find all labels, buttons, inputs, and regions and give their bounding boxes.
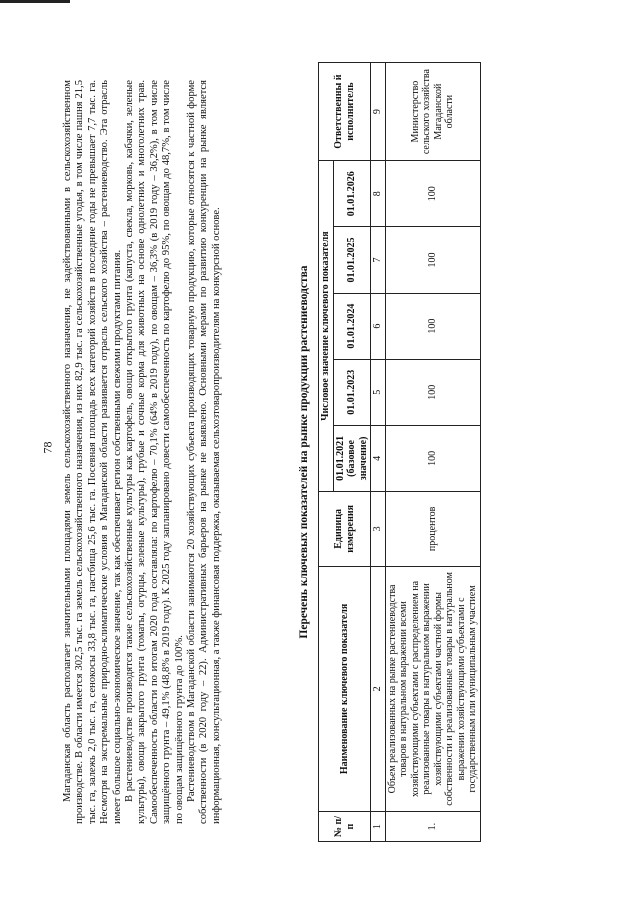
paragraph-3: Растениеводством в Магаданской области занимаются 20 хозяйствующих субъекта производящих товарную продукцию, которые относятся к частной форме собственности (в 2020 году – 22). Административных барьеров на рынке не выявлено. Основными мерами по развитию конкуренции на рынке является информационная, консультационная, а также финансовая поддержка, оказываемая сельхозтоваропроизводителям на конкурсной основе. [186, 80, 222, 824]
row-responsible: Министерство сельского хозяйства Магаданской области [385, 63, 480, 161]
header-base: 01.01.2021 (базовое значение) [333, 425, 371, 491]
col-number: 1 [371, 812, 386, 842]
column-number-row [371, 63, 386, 842]
header-values-group: Числовое значение ключевого показателя [319, 161, 334, 492]
col-number: 3 [371, 492, 386, 567]
header-2024: 01.01.2024 [333, 293, 371, 359]
header-2026: 01.01.2026 [333, 161, 371, 227]
header-2025: 01.01.2025 [333, 227, 371, 293]
row-2025: 100 [385, 227, 480, 293]
col-number: 8 [371, 161, 386, 227]
header-unit: Единица измерения [319, 492, 371, 567]
header-row-1 [319, 63, 334, 842]
page-number: 78 [40, 441, 55, 454]
table-row [385, 63, 480, 842]
col-number: 5 [371, 359, 386, 425]
header-num: № п/п [319, 812, 371, 842]
rotated-content [40, 52, 600, 852]
header-responsible: Ответственны й исполнитель [319, 63, 371, 161]
paragraph-1: Магаданская область располагает значительными площадями земель сельскохозяйственного назначения, не задействованными в сельскохозяйственном производстве. В области имеется 302,5 тыс. га земель сельскохозяйственного назначения, из них 82,9 тыс. га сельскохозяйственные угодья, в том числе пашня 21,5 тыс. га, залежь 2,0 тыс. га, сенокосы 33,8 тыс. га, пастбища 25,6 тыс. га. Посевная площадь всех категорий хозяйств в последние годы не превышает 7,7 тыс. га. Несмотря на экстремальные природно-климатические условия в Магаданской области развивается отрасль сельского хозяйства – растениеводство. Эта отрасль имеет большое социально-экономическое значение, так как обеспечивает регион собственными свежими продуктами питания. [62, 80, 123, 824]
row-name: Объем реализованных на рынке растениеводства товаров в натуральном выражении всеми хозяйствующими субъектами с распределением на реализованные товары в натуральном выражении хозяйствующими субъектами частной формы собственности и реализованные товары в натуральном выражении хозяйствующими субъектами с государственным или муниципальным участием [385, 566, 480, 811]
row-2023: 100 [385, 359, 480, 425]
body-text [62, 80, 223, 824]
table-title: Перечень ключевых показателей на рынке продукции растениеводства [298, 265, 310, 639]
paragraph-2: В растениеводстве производятся такие сельскохозяйственные культуры как картофель, овощи открытого грунта (капуста, свекла, морковь, кабачки, зеленые культуры), овощи закрытого грунта (томаты, огурцы, зеленые культуры), грубые и сочные корма для животных на основе однолетних и многолетних трав. Самообеспеченность области по итогам 2020 года составляла: по картофелю – 70,1% (64% в 2019 году), по овощам – 36,3% (в 2019 году – 36,2%), в том числе защищённого грунта – 49,1% (48,8% в 2019 году). К 2025 году запланировано довести самообеспеченность по картофелю до 95%, по овощам до 48,7%, в том числе по овощам защищённого грунта до 100%. [124, 80, 185, 824]
key-indicators-table [318, 62, 481, 842]
row-unit: процентов [385, 492, 480, 567]
row-num: 1. [385, 812, 480, 842]
col-number: 4 [371, 425, 386, 491]
col-number: 6 [371, 293, 386, 359]
col-number: 7 [371, 227, 386, 293]
col-number: 9 [371, 63, 386, 161]
header-name: Наименование ключевого показателя [319, 566, 371, 811]
row-base: 100 [385, 425, 480, 491]
top-rule [0, 0, 70, 3]
header-2023: 01.01.2023 [333, 359, 371, 425]
row-2024: 100 [385, 293, 480, 359]
row-2026: 100 [385, 161, 480, 227]
col-number: 2 [371, 566, 386, 811]
